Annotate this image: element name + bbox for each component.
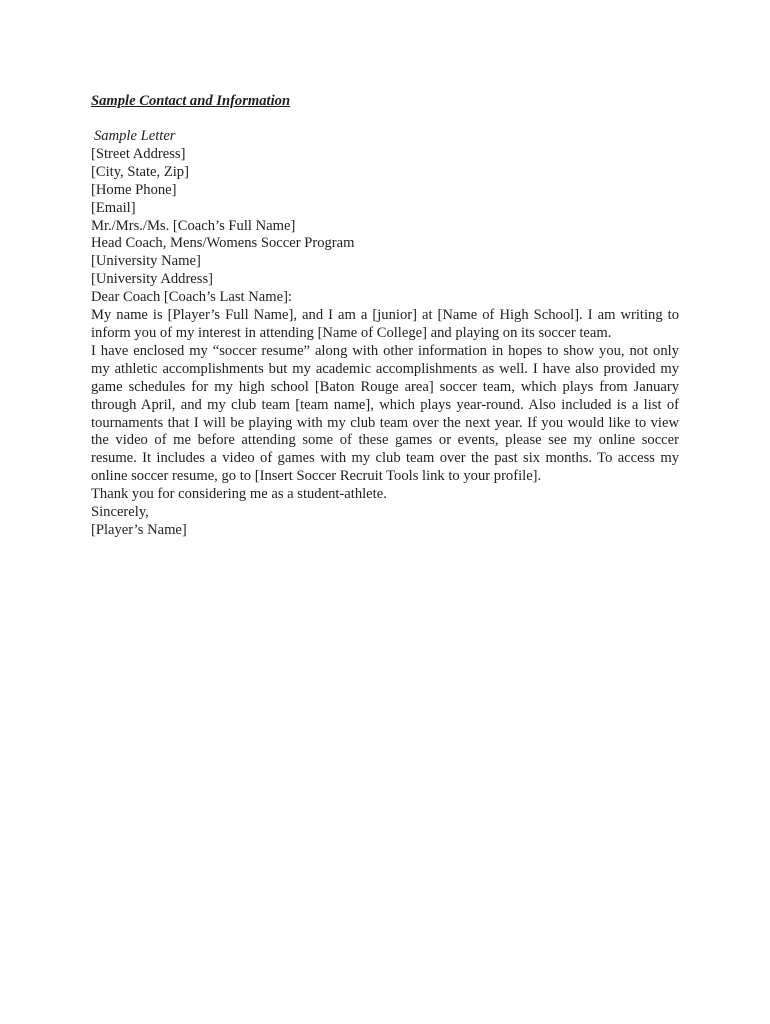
document-subtitle: Sample Letter <box>94 128 176 144</box>
recipient-university: [University Name] <box>91 253 201 270</box>
blank-line <box>91 111 691 128</box>
closing: Sincerely, <box>91 504 149 521</box>
sender-block <box>91 146 691 218</box>
sender-city: [City, State, Zip] <box>91 163 189 180</box>
body-paragraph-intro: My name is [Player’s Full Name], and I am a [junior] at [Name of High School]. I am writing to inform you of my interest in attending [Name of College] and playing on its soccer team. <box>91 307 679 341</box>
sender-street: [Street Address] <box>91 145 186 162</box>
recipient-title: Head Coach, Mens/Womens Soccer Program <box>91 235 355 252</box>
recipient-block <box>91 218 691 290</box>
thanks-line: Thank you for considering me as a student-athlete. <box>91 486 387 503</box>
sender-email: [Email] <box>91 199 136 216</box>
body-paragraph-details: I have enclosed my “soccer resume” along with other information in hopes to show you, not only my athletic accomplishments but my academic accomplishments as well. I have also provided my game schedules for my high school [Baton Rouge area] soccer team, which plays from January through April, and my club team [team name], which plays year-round. Also included is a list of tournaments that I will be playing with my club team over the next year. If you would like to view the video of me before attending some of these games or events, please see my online soccer resume. It includes a video of games with my club team over the past six months. To access my online soccer resume, go to [Insert Soccer Recruit Tools link to your profile]. <box>91 342 679 485</box>
document-heading: Sample Contact and Information <box>91 93 291 109</box>
signature: [Player’s Name] <box>91 521 187 538</box>
letter-page <box>91 93 691 540</box>
sender-phone: [Home Phone] <box>91 181 177 198</box>
recipient-address: [University Address] <box>91 271 214 288</box>
recipient-name: Mr./Mrs./Ms. [Coach’s Full Name] <box>91 217 296 234</box>
salutation: Dear Coach [Coach’s Last Name]: <box>91 289 292 306</box>
